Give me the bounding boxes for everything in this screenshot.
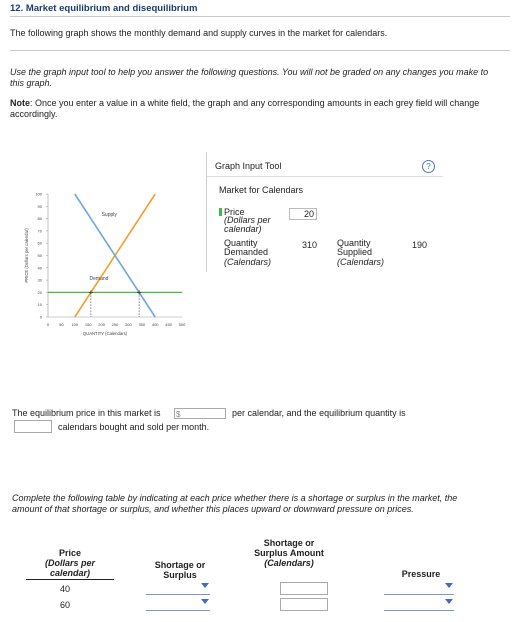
price-header-rule xyxy=(26,579,114,580)
col-amount-unit: (Calendars) xyxy=(264,558,314,568)
y-tick-label: 90 xyxy=(37,203,42,209)
y-tick-label: 80 xyxy=(37,216,42,222)
supply-curve-label: Supply xyxy=(101,212,117,219)
quantity-demanded-value: 310 xyxy=(301,240,317,250)
x-tick-label: 400 xyxy=(151,322,159,327)
quantity-supplied-label: Quantity Supplied xyxy=(337,238,373,257)
x-tick-label: 100 xyxy=(71,322,79,327)
col-amount-label: Shortage or Surplus Amount xyxy=(254,538,324,558)
quantity-supplied-unit: (Calendars) xyxy=(337,257,385,267)
x-tick-label: 0 xyxy=(46,322,50,327)
row2-amount-input[interactable] xyxy=(280,598,328,611)
col-price-header xyxy=(28,548,112,578)
x-tick-label: 150 xyxy=(84,322,92,327)
y-tick-label: 10 xyxy=(37,302,42,308)
intro-text: The following graph shows the monthly demand and supply curves in the market for calendars. xyxy=(10,28,388,38)
x-axis-label: QUANTITY (Calendars) xyxy=(82,331,128,336)
q1-part3: calendars bought and sold per month. xyxy=(58,422,210,432)
y-tick-label: 60 xyxy=(37,240,42,246)
help-icon[interactable]: ? xyxy=(422,160,435,173)
col-pressure-header: Pressure xyxy=(401,569,441,579)
title-divider xyxy=(10,16,510,17)
y-tick-label: 100 xyxy=(35,191,42,197)
y-tick-label: 70 xyxy=(37,228,42,234)
quantity-demanded-label: Quantity Demanded xyxy=(224,238,269,257)
chevron-down-icon xyxy=(445,583,453,588)
row1-price: 40 xyxy=(60,584,71,594)
row2-price: 60 xyxy=(60,600,71,610)
equilibrium-quantity-input[interactable] xyxy=(14,420,52,433)
tool-title: Graph Input Tool xyxy=(215,161,282,171)
price-label: Price xyxy=(224,207,245,217)
y-tick-label: 50 xyxy=(37,253,42,258)
equilibrium-price-input[interactable] xyxy=(174,408,226,419)
x-tick-label: 250 xyxy=(111,322,119,327)
row1-pressure-select[interactable] xyxy=(384,580,454,595)
y-tick-label: 30 xyxy=(37,277,42,283)
y-tick-label: 20 xyxy=(37,289,42,295)
q2-text: Complete the following table by indicating at each price whether there is a shortage or surplus in the market, the amount of that shortage or surplus, and whether this places upward or downward pressure on prices. xyxy=(12,493,458,514)
demand-curve-label: Demand xyxy=(89,276,109,283)
x-tick-label: 50 xyxy=(59,322,64,327)
chart-svg xyxy=(12,152,202,336)
price-unit: (Dollars per calendar) xyxy=(224,215,271,234)
q1-part2: per calendar, and the equilibrium quantity is xyxy=(232,408,406,418)
note-text xyxy=(10,98,490,120)
tool-divider xyxy=(207,176,443,177)
intro-divider xyxy=(10,50,510,51)
row1-shortage-select[interactable] xyxy=(146,580,210,595)
row2-shortage-select[interactable] xyxy=(146,596,210,611)
quantity-supplied-value: 190 xyxy=(411,240,427,250)
col-price-unit: (Dollars per calendar) xyxy=(44,558,95,578)
x-tick-label: 200 xyxy=(98,322,105,327)
chevron-down-icon xyxy=(201,583,209,588)
chevron-down-icon xyxy=(201,599,209,604)
currency-symbol: $ xyxy=(176,410,181,419)
instructions-text: Use the graph input tool to help you answer the following questions. You will not be graded on any changes you make to this graph. xyxy=(10,67,489,88)
y-axis-label: PRICE (Dollars per calendar) xyxy=(24,228,29,283)
col-amount-header xyxy=(246,538,332,568)
page-title: 12. Market equilibrium and disequilibrium xyxy=(10,3,198,14)
x-tick-label: 500 xyxy=(178,322,186,327)
y-tick-label: 40 xyxy=(37,265,42,271)
quantity-demanded-unit: (Calendars) xyxy=(224,257,272,267)
price-line-swatch xyxy=(219,208,222,216)
q1-part1: The equilibrium price in this market is xyxy=(12,408,161,418)
x-tick-label: 350 xyxy=(138,322,146,327)
market-title: Market for Calendars xyxy=(219,185,304,195)
row1-amount-input[interactable] xyxy=(280,582,328,595)
row2-pressure-select[interactable] xyxy=(384,596,454,611)
x-tick-label: 300 xyxy=(125,322,132,327)
demand-supply-chart[interactable] xyxy=(12,152,202,336)
x-tick-label: 450 xyxy=(165,322,172,327)
note-label: Note xyxy=(10,98,30,108)
chevron-down-icon xyxy=(445,599,453,604)
y-tick-label: 0 xyxy=(39,314,42,320)
col-shortage-header: Shortage or Surplus xyxy=(154,560,206,580)
graph-input-tool xyxy=(206,152,443,272)
note-body: : Once you enter a value in a white field, the graph and any corresponding amounts in each grey field will change accordingly. xyxy=(10,98,480,119)
price-input[interactable]: 20 xyxy=(289,208,317,220)
col-price-label: Price xyxy=(58,548,82,558)
